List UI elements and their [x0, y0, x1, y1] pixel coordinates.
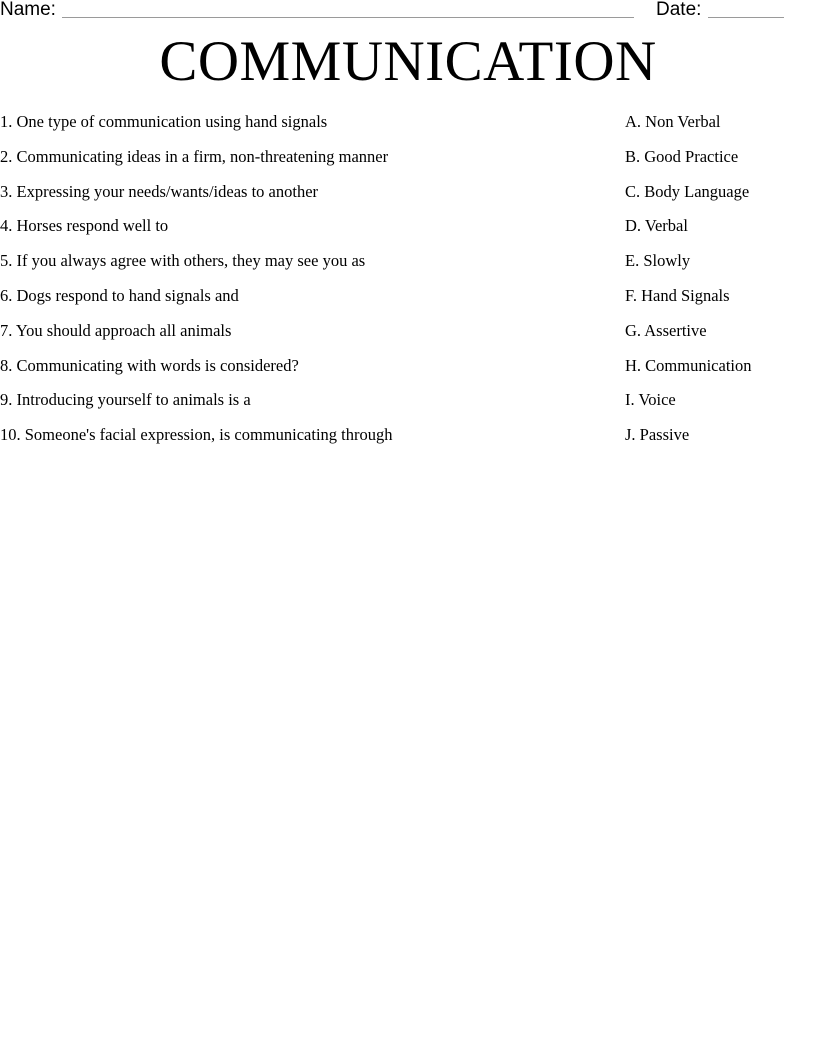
header-row: [0, 0, 816, 24]
answer-item: J. Passive: [625, 425, 690, 445]
answer-item: D. Verbal: [625, 216, 688, 236]
question-item: 4. Horses respond well to: [0, 216, 169, 236]
answer-item: C. Body Language: [625, 181, 750, 201]
question-item: 3. Expressing your needs/wants/ideas to another: [0, 181, 319, 201]
question-item: 8. Communicating with words is considered?: [0, 355, 299, 375]
answer-item: A. Non Verbal: [625, 112, 721, 131]
name-label: Name:: [0, 0, 56, 20]
date-blank-line[interactable]: [708, 17, 784, 18]
answers-list: [625, 109, 815, 457]
answer-item: B. Good Practice: [625, 146, 739, 166]
name-blank-line[interactable]: [62, 17, 634, 18]
answer-item: I. Voice: [625, 390, 676, 410]
question-item: 2. Communicating ideas in a firm, non-threatening manner: [0, 146, 389, 166]
questions-list: [0, 109, 600, 457]
question-item: 5. If you always agree with others, they may see you as: [0, 251, 366, 271]
question-item: 6. Dogs respond to hand signals and: [0, 285, 239, 305]
question-item: 10. Someone's facial expression, is communicating through: [0, 425, 393, 445]
answer-item: H. Communication: [625, 355, 752, 375]
date-label: Date:: [656, 0, 702, 20]
question-item: 9. Introducing yourself to animals is a: [0, 390, 251, 410]
question-item: 7. You should approach all animals: [0, 320, 232, 340]
answer-item: F. Hand Signals: [625, 285, 730, 305]
question-item: 1. One type of communication using hand signals: [0, 112, 328, 131]
page-title: COMMUNICATION: [159, 30, 657, 93]
answer-item: E. Slowly: [625, 251, 691, 271]
answer-item: G. Assertive: [625, 320, 707, 340]
